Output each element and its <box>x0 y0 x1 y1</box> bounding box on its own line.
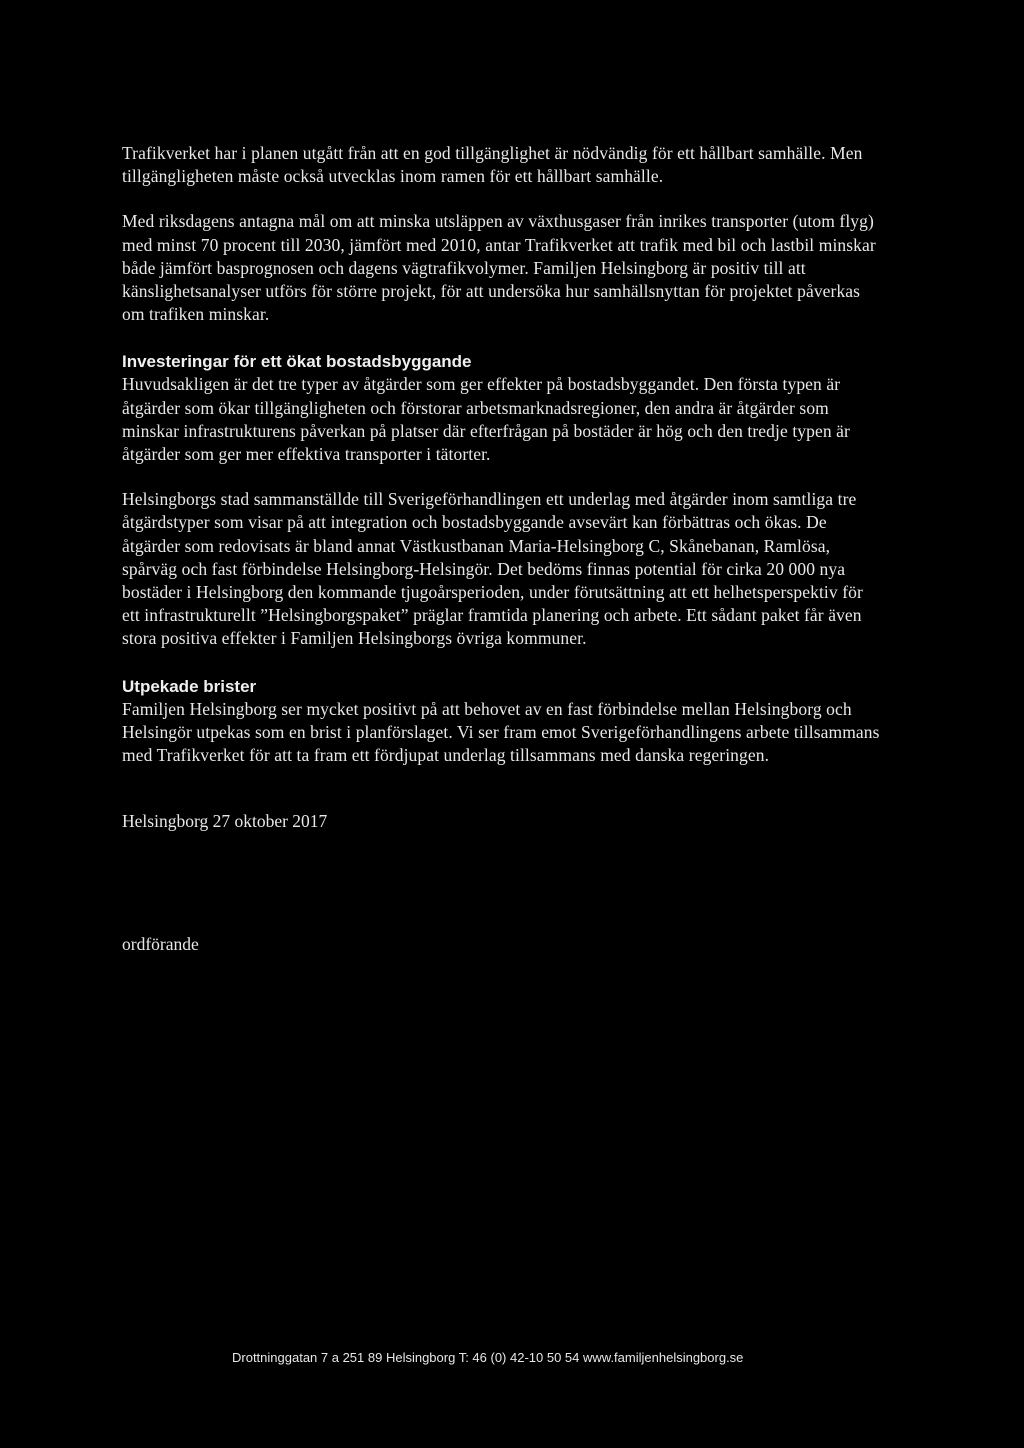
section-heading-deficiencies: Utpekade brister <box>122 676 257 696</box>
section-heading-housing: Investeringar för ett ökat bostadsbyggande <box>122 352 472 372</box>
intro-paragraph-1: Trafikverket har i planen utgått från att en god tillgänglighet är nödvändig för ett hållbart samhälle. Men tillgängligheten måste också utvecklas inom ramen för ett hållbart samhälle. <box>122 143 863 187</box>
housing-paragraph-1: Huvudsakligen är det tre typer av åtgärder som ger effekter på bostadsbyggandet. Den första typen är åtgärder som ökar tillgängligheten och förstorar arbetsmarknadsregioner, den andra är åtgärder som minskar infrastrukturens påverkan på platser där efterfrågan på bostäder är hög och den tredje typen är åtgärder som ger mer effektiva transporter i tätorter. <box>122 374 850 465</box>
intro-paragraph-2: Med riksdagens antagna mål om att minska utsläppen av växthusgaser från inrikes transporter (utom flyg) med minst 70 procent till 2030, jämfört med 2010, antar Trafikverket att trafik med bil och lastbil minskar både jämfört basprognosen och dagens vägtrafikvolymer. Familjen Helsingborg är positiv till att känslighetsanalyser utförs för större projekt, för att undersöka hur samhällsnyttan för projektet påverkas om trafiken minskar. <box>122 211 876 325</box>
document-body <box>122 142 882 955</box>
deficiencies-paragraph: Familjen Helsingborg ser mycket positivt på att behovet av en fast förbindelse mellan Helsingborg och Helsingör utpekas som en brist i planförslaget. Vi ser fram emot Sverigeförhandlingens arbete tillsammans med Trafikverket för att ta fram ett fördjupat underlag tillsammans med danska regeringen. <box>122 698 880 766</box>
page-footer: Drottninggatan 7 a 251 89 Helsingborg T: 46 (0) 42-10 50 54 www.familjenhelsingborg.se <box>232 1350 744 1365</box>
signature-title: ordförande <box>122 934 199 955</box>
housing-paragraph-2: Helsingborgs stad sammanställde till Sverigeförhandlingen ett underlag med åtgärder inom samtliga tre åtgärdstyper som visar på att integration och bostadsbyggande avsevärt kan förbättras och ökas. De åtgärder som redovisats är bland annat Västkustbanan Maria-Helsingborg C, Skånebanan, Ramlösa, spårväg och fast förbindelse Helsingborg-Helsingör. Det bedöms finnas potential för cirka 20 000 nya bostäder i Helsingborg den kommande tjugoårsperioden, under förutsättning att ett helhetsperspektiv för ett infrastrukturellt ”Helsingborgspaket” präglar framtida planering och arbete. Ett sådant paket får även stora positiva effekter i Familjen Helsingborgs övriga kommuner. <box>122 489 863 649</box>
signature-date: Helsingborg 27 oktober 2017 <box>122 811 328 832</box>
